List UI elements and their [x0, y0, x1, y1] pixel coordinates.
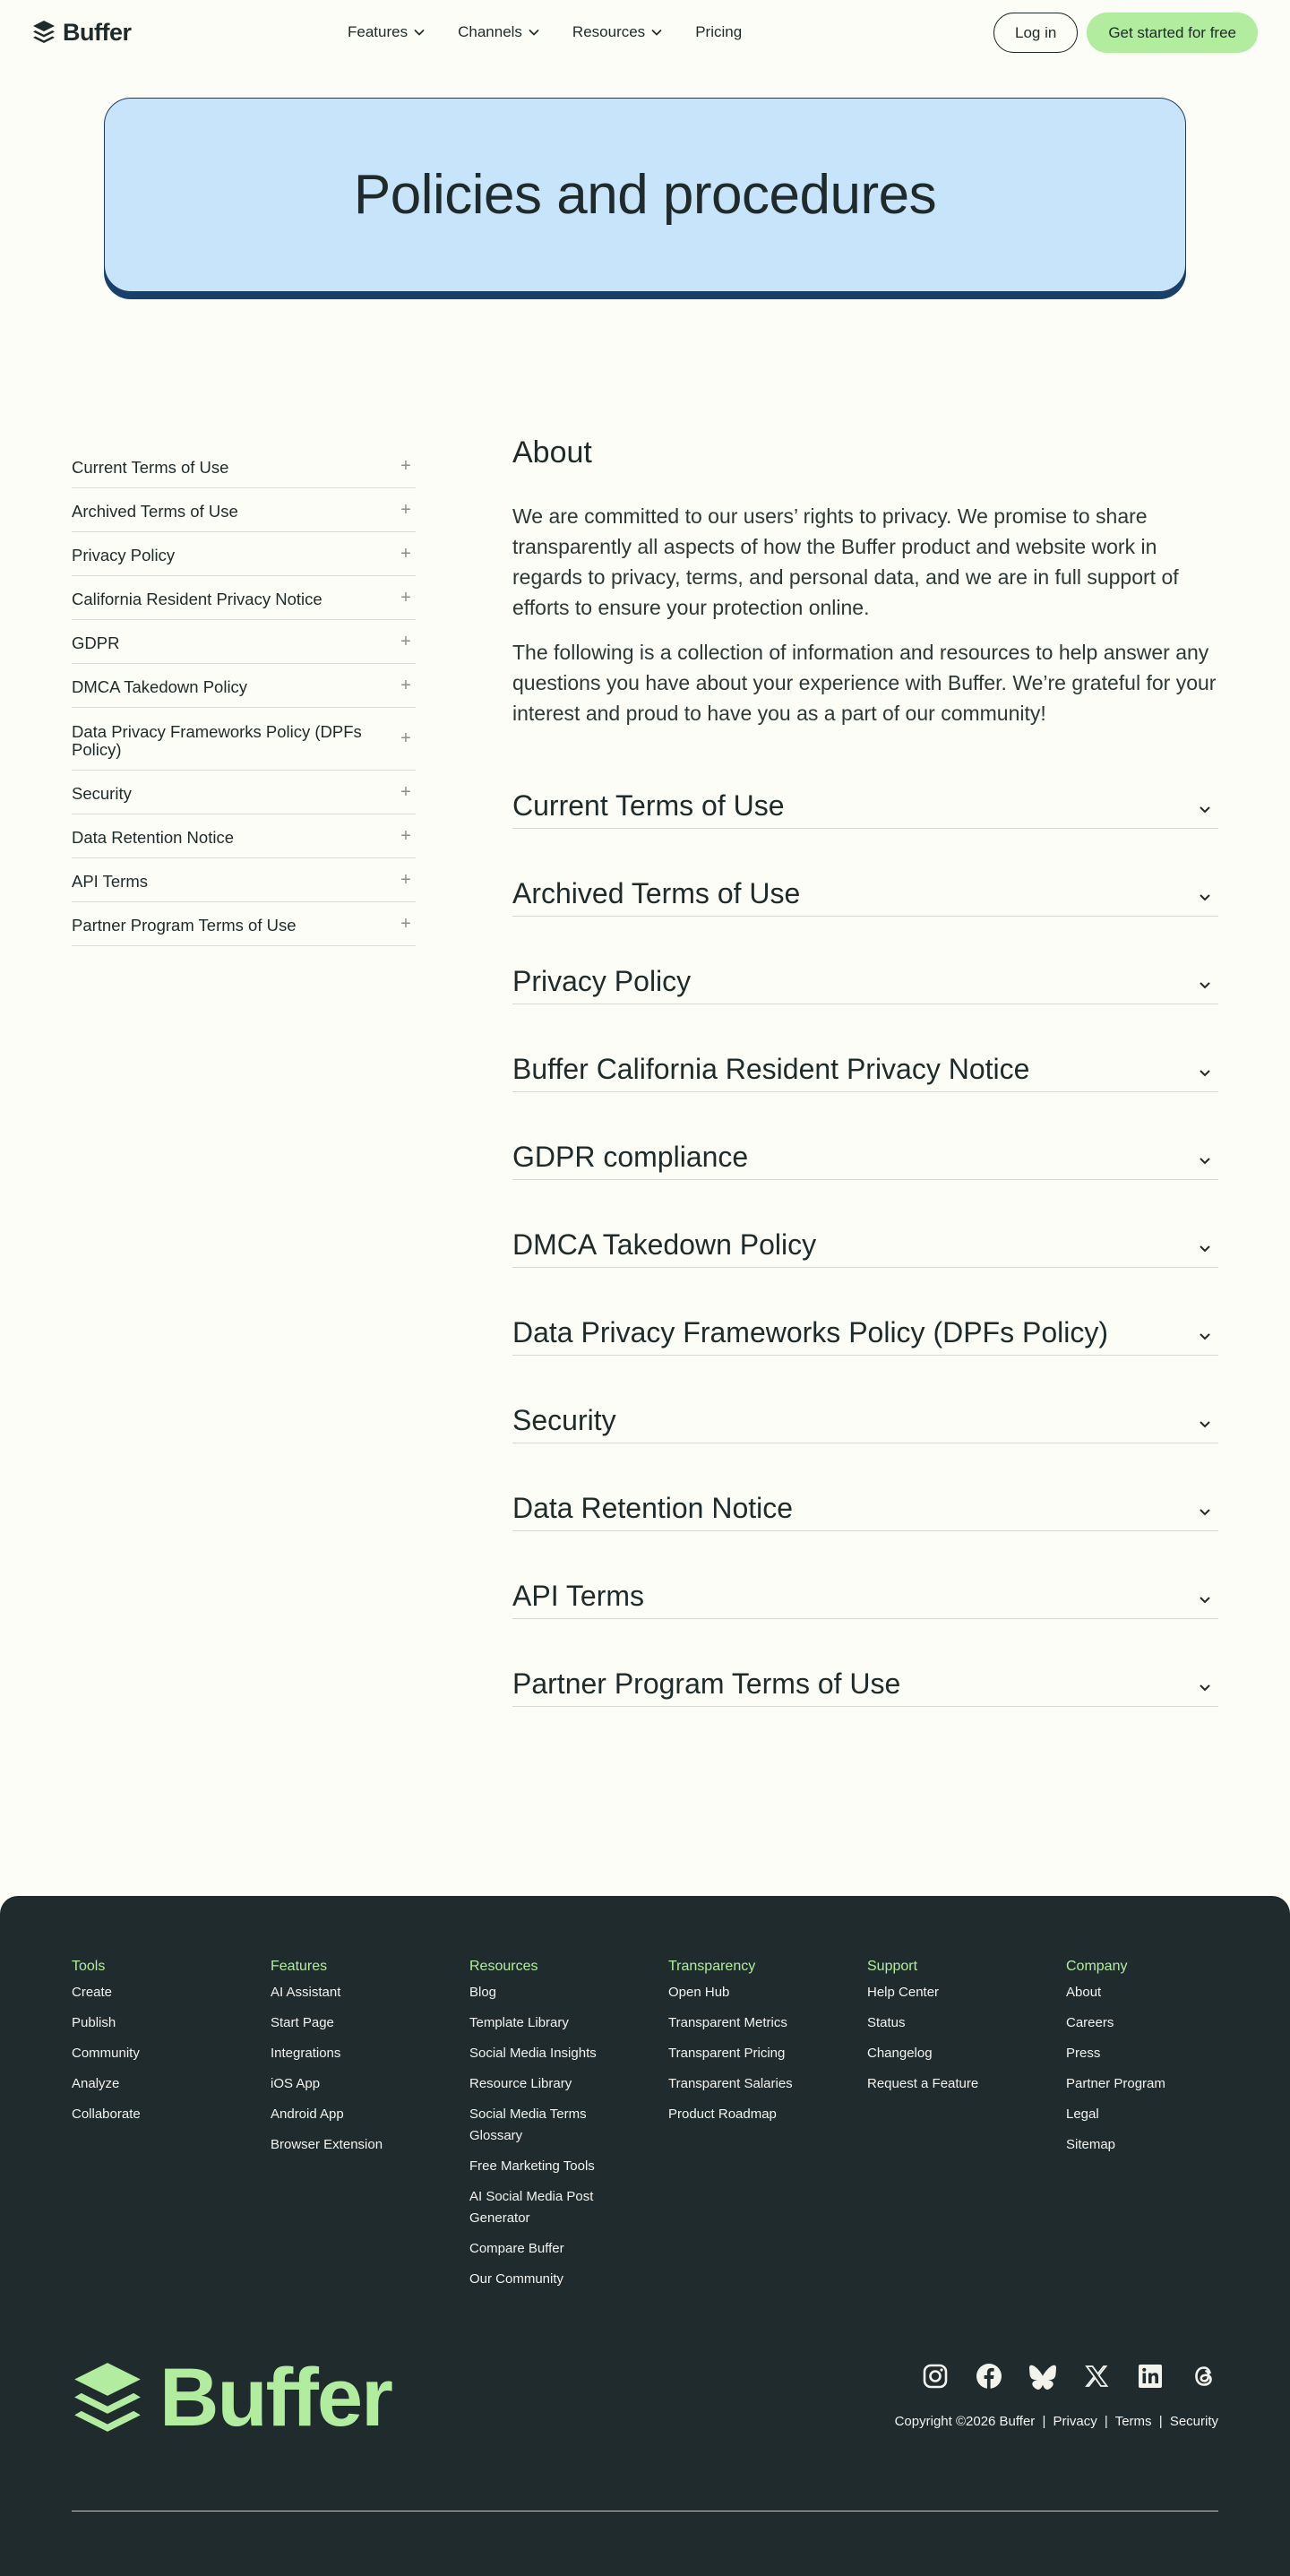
- sidebar-item-label: Archived Terms of Use: [72, 502, 238, 521]
- chevron-down-icon: [650, 26, 663, 39]
- chevron-down-icon: [413, 26, 426, 39]
- buffer-logo-icon: [32, 20, 56, 45]
- footer-link-create[interactable]: Create: [72, 1985, 113, 2000]
- chevron-down-icon: [1197, 1240, 1213, 1256]
- footer-column-title: Transparency: [668, 1959, 756, 1974]
- plus-icon: +: [400, 781, 411, 802]
- footer-link-android-app[interactable]: Android App: [271, 2106, 344, 2122]
- get-started-button[interactable]: Get started for free: [1087, 13, 1258, 53]
- footer-link-request-a-feature[interactable]: Request a Feature: [867, 2076, 979, 2091]
- nav-item-label: Pricing: [695, 23, 743, 40]
- accordion-title: Current Terms of Use: [512, 789, 785, 822]
- sidebar-item-security[interactable]: [72, 771, 416, 814]
- threads-icon[interactable]: [1190, 2362, 1218, 2391]
- footer-link-transparent-salaries[interactable]: Transparent Salaries: [668, 2076, 793, 2091]
- footer-link-compare-buffer[interactable]: Compare Buffer: [469, 2241, 564, 2256]
- sidebar-item-label: Data Retention Notice: [72, 828, 234, 847]
- plus-icon: +: [400, 869, 411, 890]
- chevron-down-icon: [1197, 801, 1213, 817]
- site-footer: [0, 1896, 1290, 2576]
- footer-link-legal[interactable]: Legal: [1066, 2106, 1099, 2122]
- footer-column-support: [867, 1959, 1066, 2299]
- footer-link-start-page[interactable]: Start Page: [271, 2015, 334, 2030]
- sidebar-item-data-retention-notice[interactable]: [72, 814, 416, 858]
- accordion-title: API Terms: [512, 1580, 644, 1612]
- footer-link-social-media-terms-glossary[interactable]: Social Media Terms Glossary: [469, 2106, 587, 2143]
- footer-link-social-media-insights[interactable]: Social Media Insights: [469, 2046, 597, 2061]
- footer-link-integrations[interactable]: Integrations: [271, 2046, 341, 2061]
- footer-link-ios-app[interactable]: iOS App: [271, 2076, 321, 2091]
- sidebar-item-label: Partner Program Terms of Use: [72, 916, 297, 935]
- accordion-title: Data Retention Notice: [512, 1492, 794, 1524]
- footer-link-transparent-pricing[interactable]: Transparent Pricing: [668, 2046, 786, 2061]
- plus-icon: +: [400, 499, 411, 520]
- security-link[interactable]: Security: [1169, 2414, 1218, 2429]
- privacy-link[interactable]: Privacy: [1053, 2414, 1097, 2429]
- copyright-line: Copyright ©2026 Buffer | Privacy | Terms | Security: [894, 2414, 1218, 2429]
- chevron-down-icon: [1197, 1328, 1213, 1344]
- terms-link[interactable]: Terms: [1114, 2414, 1152, 2429]
- sidebar-item-partner-program-terms-of-use[interactable]: [72, 902, 416, 946]
- accordion-gdpr-compliance[interactable]: [512, 1123, 1218, 1180]
- accordion-title: Security: [512, 1404, 616, 1436]
- bluesky-icon[interactable]: [1028, 2362, 1057, 2391]
- accordion-title: GDPR compliance: [512, 1141, 749, 1173]
- about-paragraph: The following is a collection of information and resources to help answer any questions you have about your experience with Buffer. We’re grateful for your interest and proud to have you as a part of our community!: [512, 641, 1217, 725]
- sidebar-item-label: DMCA Takedown Policy: [72, 677, 248, 696]
- plus-icon: +: [400, 587, 411, 607]
- footer-link-collaborate[interactable]: Collaborate: [72, 2106, 141, 2122]
- x-icon[interactable]: [1082, 2362, 1111, 2391]
- plus-icon: +: [400, 455, 411, 476]
- hero-section: [0, 65, 1290, 292]
- footer-link-sitemap[interactable]: Sitemap: [1066, 2137, 1116, 2152]
- footer-link-browser-extension[interactable]: Browser Extension: [271, 2137, 383, 2152]
- nav-item-features[interactable]: [348, 23, 426, 41]
- accordion-title: Partner Program Terms of Use: [512, 1667, 901, 1700]
- chevron-down-icon: [1197, 977, 1213, 993]
- accordion-privacy-policy[interactable]: [512, 947, 1218, 1004]
- header-actions: [993, 13, 1258, 53]
- chevron-down-icon: [1197, 1591, 1213, 1607]
- footer-link-careers[interactable]: Careers: [1066, 2015, 1114, 2030]
- footer-link-ai-social-media-post-generator[interactable]: AI Social Media Post Generator: [469, 2189, 594, 2226]
- linkedin-icon[interactable]: [1136, 2362, 1165, 2391]
- chevron-down-icon: [1197, 1416, 1213, 1432]
- footer-column-resources: [469, 1959, 668, 2299]
- sidebar-item-label: Privacy Policy: [72, 546, 176, 564]
- chevron-down-icon: [1197, 1064, 1213, 1081]
- nav-item-label: Resources: [572, 23, 646, 40]
- footer-logo-text: Buffer: [159, 2352, 391, 2443]
- accordion-data-privacy-frameworks-policy-dpfs-policy[interactable]: [512, 1298, 1218, 1356]
- accordion-title: Privacy Policy: [512, 965, 692, 997]
- footer-link-publish[interactable]: Publish: [72, 2015, 116, 2030]
- sidebar-item-label: Security: [72, 784, 132, 803]
- footer-column-title: Company: [1066, 1959, 1128, 1974]
- footer-column-title: Support: [867, 1959, 918, 1974]
- accordion-data-retention-notice[interactable]: [512, 1474, 1218, 1531]
- chevron-down-icon: [1197, 1503, 1213, 1520]
- footer-link-ai-assistant[interactable]: AI Assistant: [271, 1985, 341, 2000]
- sidebar-item-label: GDPR: [72, 633, 120, 652]
- footer-link-community[interactable]: Community: [72, 2046, 140, 2061]
- footer-link-product-roadmap[interactable]: Product Roadmap: [668, 2106, 777, 2122]
- instagram-icon[interactable]: [921, 2362, 950, 2391]
- chevron-down-icon: [1197, 889, 1213, 905]
- sidebar-item-archived-terms-of-use[interactable]: [72, 488, 416, 532]
- chevron-down-icon: [1197, 1152, 1213, 1168]
- sidebar-item-api-terms[interactable]: [72, 858, 416, 902]
- sidebar-item-label: Data Privacy Frameworks Policy (DPFs Policy): [72, 721, 362, 759]
- plus-icon: +: [400, 913, 411, 934]
- login-button[interactable]: Log in: [993, 13, 1078, 53]
- nav-item-channels[interactable]: [458, 23, 540, 41]
- footer-link-blog[interactable]: Blog: [469, 1985, 497, 2000]
- policy-sidebar: [72, 444, 416, 946]
- footer-link-about[interactable]: About: [1066, 1985, 1102, 2000]
- policy-accordion-list: [512, 771, 1218, 1707]
- buffer-logo[interactable]: [32, 19, 132, 47]
- footer-column-title: Features: [271, 1959, 328, 1974]
- social-links: [921, 2362, 1218, 2391]
- plus-icon: +: [400, 728, 411, 748]
- sidebar-item-label: API Terms: [72, 872, 148, 891]
- plus-icon: +: [400, 543, 411, 564]
- footer-logo[interactable]: [72, 2351, 391, 2445]
- sidebar-item-label: California Resident Privacy Notice: [72, 590, 322, 608]
- about-heading: About: [512, 435, 592, 470]
- footer-link-status[interactable]: Status: [867, 2015, 906, 2030]
- footer-column-features: [271, 1959, 469, 2299]
- footer-link-free-marketing-tools[interactable]: Free Marketing Tools: [469, 2158, 595, 2174]
- nav-item-pricing[interactable]: [695, 23, 742, 41]
- sidebar-item-data-privacy-frameworks-policy-dpfs-policy[interactable]: [72, 708, 416, 771]
- accordion-current-terms-of-use[interactable]: [512, 771, 1218, 829]
- footer-columns: [72, 1959, 1265, 2299]
- footer-link-partner-program[interactable]: Partner Program: [1066, 2076, 1165, 2091]
- footer-column-company: [1066, 1959, 1265, 2299]
- sidebar-item-privacy-policy[interactable]: [72, 532, 416, 576]
- accordion-api-terms[interactable]: [512, 1562, 1218, 1619]
- footer-column-title: Resources: [469, 1959, 538, 1974]
- footer-column-tools: [72, 1959, 271, 2299]
- footer-link-open-hub[interactable]: Open Hub: [668, 1985, 730, 2000]
- main-content: [0, 292, 1290, 1896]
- footer-link-press[interactable]: Press: [1066, 2046, 1101, 2061]
- page-title: Policies and procedures: [353, 164, 937, 226]
- facebook-icon[interactable]: [975, 2362, 1003, 2391]
- accordion-title: DMCA Takedown Policy: [512, 1228, 817, 1261]
- logo-text: Buffer: [63, 18, 132, 46]
- footer-column-title: Tools: [72, 1959, 106, 1974]
- main-nav: [348, 0, 774, 65]
- nav-item-label: Features: [348, 23, 408, 40]
- buffer-logo-icon: [72, 2360, 143, 2437]
- about-paragraph: We are committed to our users’ rights to privacy. We promise to share transparently all aspects of how the Buffer product and website work in regards to privacy, terms, and personal data, and we are in full support of efforts to ensure your protection online.: [512, 504, 1179, 619]
- footer-link-template-library[interactable]: Template Library: [469, 2015, 569, 2030]
- chevron-down-icon: [528, 26, 540, 39]
- site-header: [0, 0, 1290, 65]
- sidebar-item-dmca-takedown-policy[interactable]: [72, 664, 416, 708]
- plus-icon: +: [400, 631, 411, 651]
- footer-link-transparent-metrics[interactable]: Transparent Metrics: [668, 2015, 787, 2030]
- sidebar-item-california-resident-privacy-notice[interactable]: [72, 576, 416, 620]
- accordion-buffer-california-resident-privacy-notice[interactable]: [512, 1035, 1218, 1092]
- sidebar-item-current-terms-of-use[interactable]: [72, 444, 416, 488]
- accordion-partner-program-terms-of-use[interactable]: [512, 1650, 1218, 1707]
- footer-link-resource-library[interactable]: Resource Library: [469, 2076, 572, 2091]
- accordion-archived-terms-of-use[interactable]: [512, 859, 1218, 917]
- copyright-text: Copyright ©2026 Buffer: [894, 2414, 1036, 2429]
- footer-link-changelog[interactable]: Changelog: [867, 2046, 933, 2061]
- accordion-security[interactable]: [512, 1386, 1218, 1443]
- accordion-title: Data Privacy Frameworks Policy (DPFs Policy): [512, 1316, 1108, 1348]
- accordion-title: Buffer California Resident Privacy Notice: [512, 1053, 1030, 1085]
- accordion-dmca-takedown-policy[interactable]: [512, 1210, 1218, 1268]
- plus-icon: +: [400, 825, 411, 846]
- footer-link-help-center[interactable]: Help Center: [867, 1985, 940, 2000]
- footer-column-transparency: [668, 1959, 867, 2299]
- sidebar-item-gdpr[interactable]: [72, 620, 416, 664]
- accordion-title: Archived Terms of Use: [512, 877, 801, 909]
- hero-banner: [104, 98, 1186, 292]
- nav-item-resources[interactable]: [572, 23, 663, 41]
- plus-icon: +: [400, 675, 411, 695]
- footer-link-analyze[interactable]: Analyze: [72, 2076, 120, 2091]
- sidebar-item-label: Current Terms of Use: [72, 458, 229, 477]
- policy-content: [512, 435, 1218, 1737]
- footer-link-our-community[interactable]: Our Community: [469, 2271, 564, 2287]
- chevron-down-icon: [1197, 1679, 1213, 1695]
- nav-item-label: Channels: [458, 23, 522, 40]
